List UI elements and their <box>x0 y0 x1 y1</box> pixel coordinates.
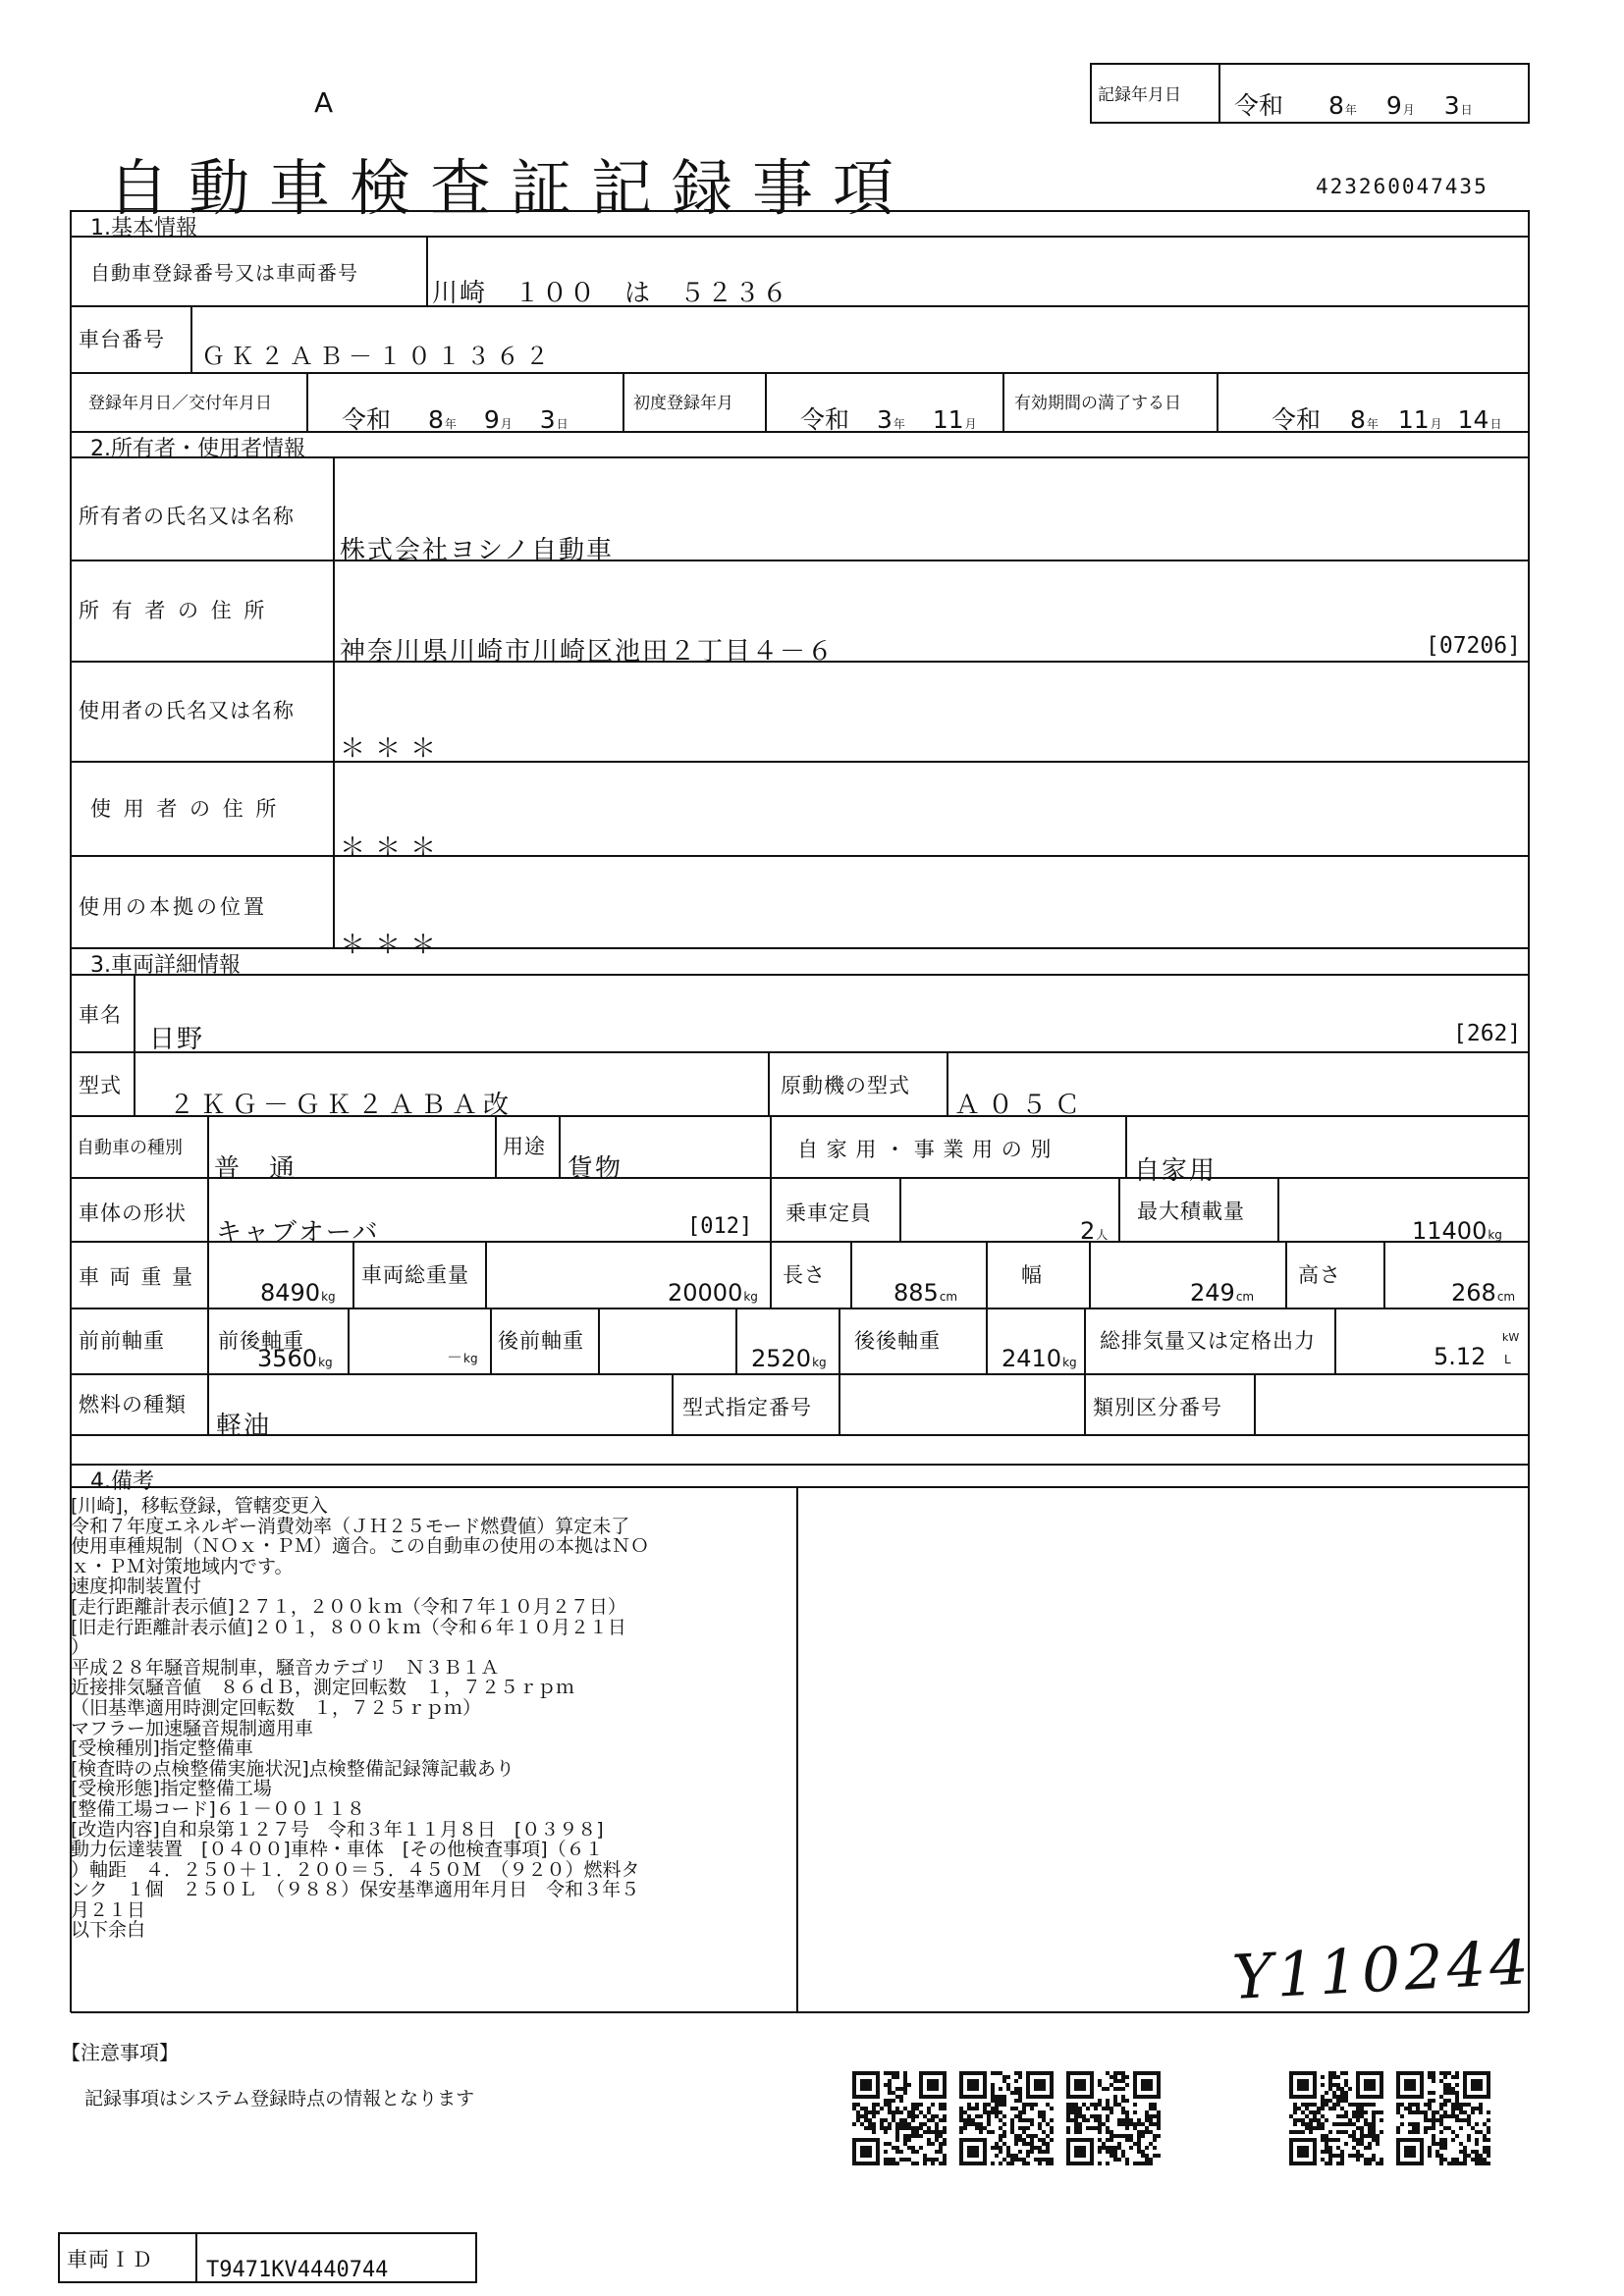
base-location-value: ＊＊＊ <box>340 931 447 960</box>
section-3-title: 3.車両詳細情報 <box>90 953 241 978</box>
ff-axle-label: 前前軸重 <box>79 1329 165 1353</box>
first-reg-label: 初度登録年月 <box>633 394 733 413</box>
remarks-line: 月２１日 <box>71 1899 146 1921</box>
remarks-line: 動力伝達装置 [０４００]車枠・車体 [その他検査事項]（６１ <box>71 1840 604 1860</box>
qr-code-icon <box>852 2071 947 2165</box>
reg-number-value: 川崎 １００ は ５２３６ <box>432 279 790 308</box>
remarks-line: [検査時の点検整備実施状況]点検整備記録簿記載あり <box>71 1758 514 1780</box>
page-title: 自動車検査証記録事項 <box>108 152 914 224</box>
remarks-line: ンク １個 ２５０Ｌ （９８８）保安基準適用年月日 令和３年５ <box>71 1880 640 1900</box>
remarks-list <box>71 1496 797 1941</box>
fuel-value: 軽油 <box>216 1412 272 1441</box>
chassis-value: ＧＫ２ＡＢ－１０１３６２ <box>201 343 555 370</box>
class-label: 類別区分番号 <box>1093 1396 1222 1419</box>
remarks-line: ）軸距 ４．２５０＋１．２００＝５．４５０Ｍ （９２０）燃料タ <box>71 1859 640 1881</box>
base-location-label: 使用の本拠の位置 <box>79 895 267 919</box>
body-shape-label: 車体の形状 <box>79 1201 187 1225</box>
document-number: 423260047435 <box>1316 175 1489 198</box>
ff-axle-value: 3560kg <box>257 1345 333 1372</box>
rr-axle-value: 2410kg <box>1001 1345 1077 1372</box>
height-value: 268cm <box>1451 1279 1516 1307</box>
notes-title: 【注意事項】 <box>61 2041 179 2064</box>
remarks-line: [改造内容]自和泉第１２７号 令和３年１１月８日 [０３９８] <box>71 1819 604 1841</box>
remarks-line: 近接排気騒音値 ８６ｄＢ，測定回転数 １，７２５ｒｐｍ <box>71 1678 575 1698</box>
first-reg-value: 令和 3年 11月 <box>800 405 977 434</box>
body-shape-value: キャブオーバ <box>216 1218 380 1248</box>
length-value: 885cm <box>893 1279 958 1307</box>
record-date-value: 令和 8年 9月 3日 <box>1234 91 1473 120</box>
qr-code-icon <box>959 2071 1054 2165</box>
rf-axle-label: 後前軸重 <box>498 1329 584 1353</box>
model-label: 型式 <box>79 1074 122 1097</box>
max-load-value: 11400kg <box>1412 1217 1502 1245</box>
weight-value: 8490kg <box>260 1279 336 1307</box>
type-label: 自動車の種別 <box>77 1138 183 1158</box>
max-load-label: 最大積載量 <box>1137 1200 1245 1223</box>
remarks-line: （旧基準適用時測定回転数 １，７２５ｒｐｍ） <box>71 1697 482 1719</box>
engine-model-value: Ａ０５Ｃ <box>954 1091 1089 1120</box>
capacity-value: 2人 <box>1080 1217 1109 1245</box>
engine-model-label: 原動機の型式 <box>781 1074 910 1097</box>
record-date-label: 記録年月日 <box>1098 85 1181 105</box>
capacity-label: 乗車定員 <box>785 1201 872 1225</box>
gross-weight-label: 車両総重量 <box>361 1263 469 1287</box>
remarks-line: [整備工場コード]６１－００１１８ <box>71 1798 365 1820</box>
vehicle-id-value: T9471KV4440744 <box>206 2258 389 2282</box>
remarks-line: [受検種別]指定整備車 <box>71 1738 253 1759</box>
section-2-title: 2.所有者・使用者情報 <box>90 437 305 461</box>
remarks-line: 平成２８年騒音規制車，騒音カテゴリ Ｎ３Ｂ１Ａ <box>71 1657 500 1679</box>
fuel-label: 燃料の種類 <box>79 1393 187 1416</box>
remarks-line: 以下余白 <box>71 1920 146 1942</box>
owner-address-label: 所 有 者 の 住 所 <box>79 599 268 622</box>
fr-axle-value: －kg <box>447 1348 478 1366</box>
expiry-label: 有効期間の満了する日 <box>1014 394 1181 413</box>
model-value: ２ＫＧ－ＧＫ２ＡＢＡ改 <box>169 1091 515 1120</box>
displacement-unit-kw: kW <box>1502 1331 1520 1344</box>
remarks-line: 令和７年度エネルギー消費効率（ＪＨ２５モード燃費値）算定未了 <box>71 1516 630 1537</box>
reg-number-label: 自動車登録番号又は車両番号 <box>90 261 358 285</box>
remarks-line: ） <box>71 1637 90 1658</box>
remarks-line: 使用車種規制（ＮＯｘ・ＰＭ）適合。この自動車の使用の本拠はＮＯ <box>71 1536 650 1557</box>
rf-axle-value: 2520kg <box>751 1345 827 1372</box>
user-address-label: 使 用 者 の 住 所 <box>90 797 280 821</box>
car-name-label: 車名 <box>79 1003 122 1027</box>
car-name-value: 日野 <box>149 1025 205 1054</box>
displacement-unit-l: L <box>1504 1353 1511 1366</box>
type-designation-label: 型式指定番号 <box>682 1396 812 1419</box>
handwritten-signature: Y110244 <box>1230 1926 1535 2013</box>
notes-text: 記録事項はシステム登録時点の情報となります <box>84 2088 475 2109</box>
chassis-label: 車台番号 <box>79 328 165 351</box>
user-name-value: ＊＊＊ <box>340 734 447 764</box>
user-name-label: 使用者の氏名又は名称 <box>79 699 295 722</box>
qr-code-icon <box>1289 2071 1383 2165</box>
private-business-label: 自 家 用 ・ 事 業 用 の 別 <box>797 1138 1053 1161</box>
section-4-title: 4.備考 <box>90 1469 154 1494</box>
height-label: 高さ <box>1298 1263 1341 1287</box>
owner-name-label: 所有者の氏名又は名称 <box>79 505 295 528</box>
gross-weight-value: 20000kg <box>668 1279 758 1307</box>
remarks-line: [受検形態]指定整備工場 <box>71 1779 272 1799</box>
body-shape-code: [012] <box>687 1214 753 1239</box>
remarks-line: [旧走行距離計表示値]２０１，８００ｋｍ（令和６年１０月２１日 <box>71 1617 626 1638</box>
owner-address-code: [07206] <box>1426 633 1521 659</box>
width-value: 249cm <box>1190 1279 1255 1307</box>
qr-code-icon <box>1396 2071 1490 2165</box>
displacement-label: 総排気量又は定格出力 <box>1100 1329 1316 1353</box>
length-label: 長さ <box>783 1263 826 1287</box>
type-value: 普 通 <box>214 1154 298 1184</box>
remarks-line: 速度抑制装置付 <box>71 1576 202 1597</box>
use-label: 用途 <box>503 1135 546 1158</box>
remarks-line: マフラー加速騒音規制適用車 <box>71 1718 314 1739</box>
car-name-code: [262] <box>1453 1021 1522 1046</box>
displacement-value: 5.12 <box>1434 1343 1487 1370</box>
qr-code-icon <box>1066 2071 1161 2165</box>
fr-axle-label: 前後軸重 <box>218 1329 304 1353</box>
section-1-title: 1.基本情報 <box>90 216 197 240</box>
owner-address-value: 神奈川県川崎市川崎区池田２丁目４－６ <box>340 637 836 667</box>
reg-date-label: 登録年月日／交付年月日 <box>88 394 272 413</box>
owner-name-value: 株式会社ヨシノ自動車 <box>340 536 614 565</box>
private-business-value: 自家用 <box>1134 1156 1218 1186</box>
remarks-line: ｘ・ＰＭ対策地域内です。 <box>71 1556 294 1577</box>
vehicle-id-label: 車両ＩＤ <box>67 2248 153 2271</box>
use-value: 貨物 <box>568 1154 623 1184</box>
remarks-line: [川崎]，移転登録，管轄変更入 <box>71 1496 328 1517</box>
reg-date-value: 令和 8年 9月 3日 <box>342 405 568 434</box>
rr-axle-label: 後後軸重 <box>854 1329 941 1353</box>
expiry-value: 令和 8年 11月 14日 <box>1272 405 1502 434</box>
user-address-value: ＊＊＊ <box>340 833 447 863</box>
width-label: 幅 <box>1021 1263 1043 1287</box>
remarks-line: [走行距離計表示値]２７１，２００ｋｍ（令和７年１０月２７日） <box>71 1596 626 1618</box>
weight-label: 車 両 重 量 <box>79 1265 195 1289</box>
header-mark: A <box>314 86 334 119</box>
